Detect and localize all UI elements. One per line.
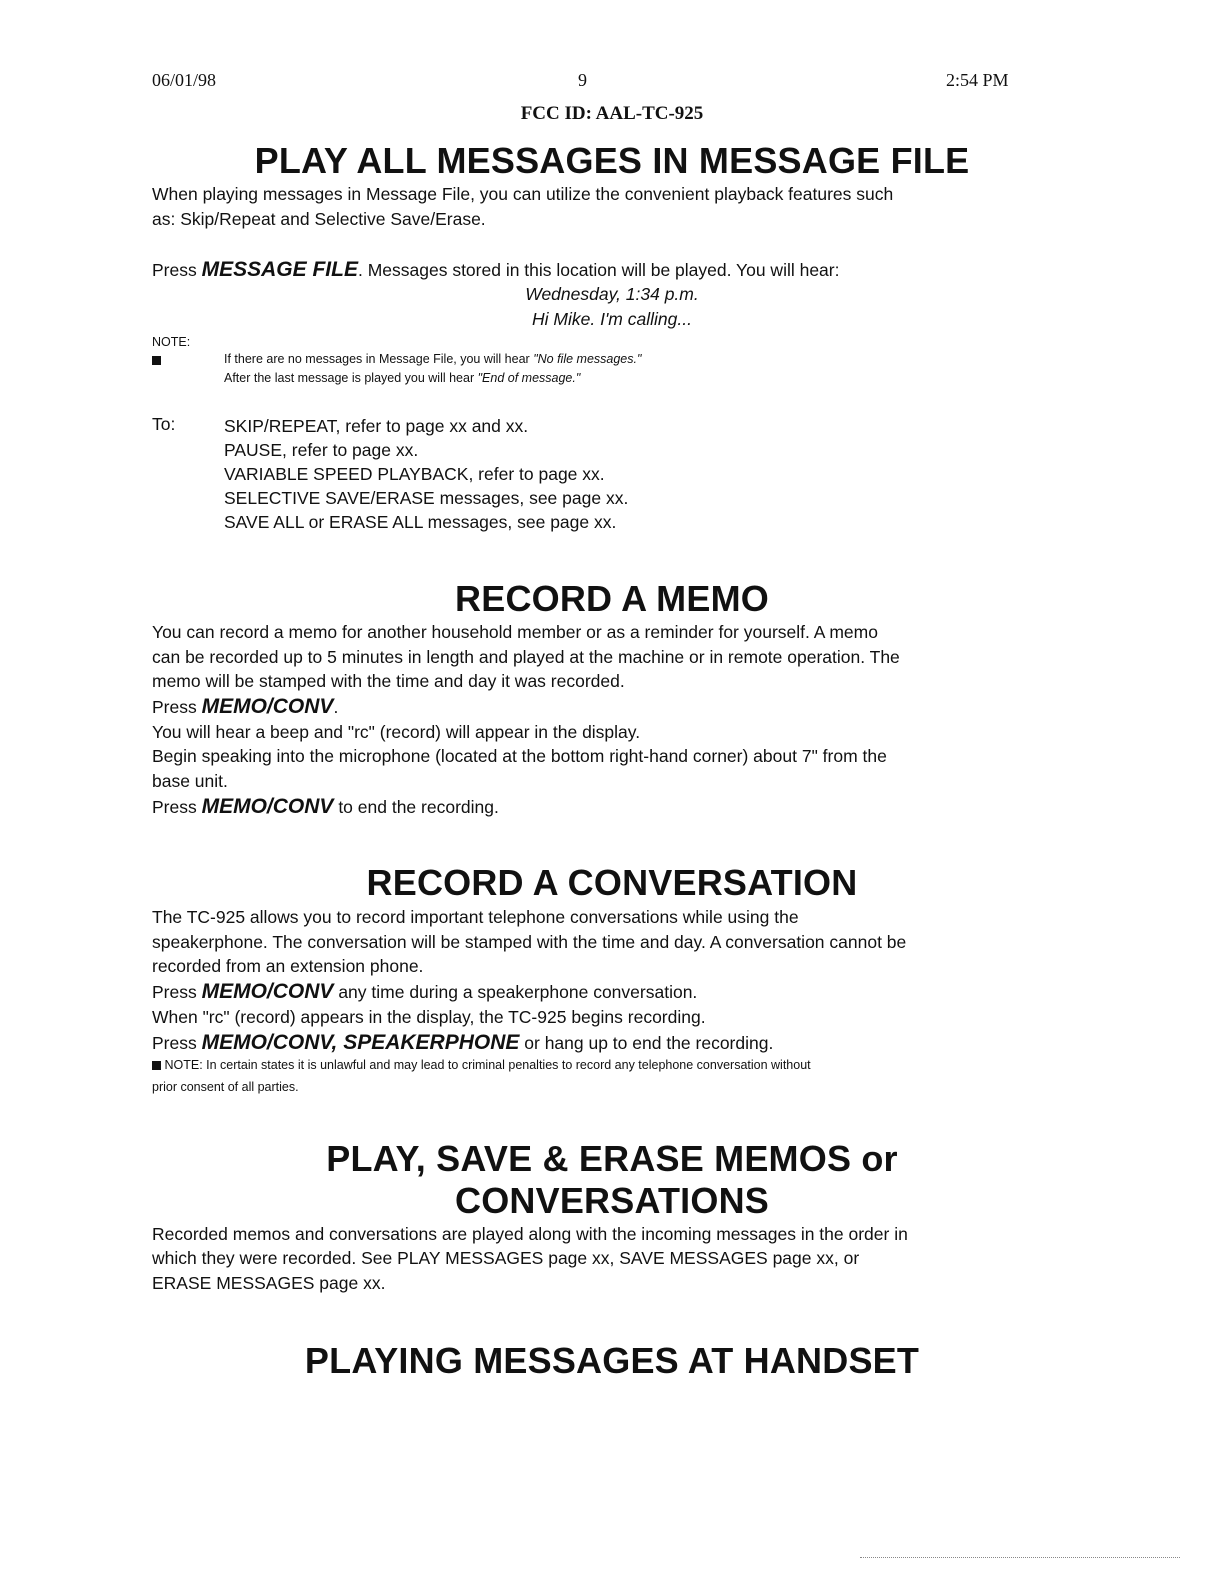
memo-conv-key: MEMO/CONV: [201, 1031, 332, 1054]
fcc-id: FCC ID: AAL-TC-925: [520, 103, 704, 124]
section-title-conversations: CONVERSATIONS: [455, 1180, 769, 1221]
bullet-icon: [152, 356, 161, 365]
s3-press-line: Press MEMO/CONV any time during a speakerphone conversation.: [152, 980, 698, 1003]
s1-press-line: [152, 258, 1032, 283]
to-item: SKIP/REPEAT, refer to page xx and xx.: [224, 416, 529, 436]
s1-intro-line-2: as: Skip/Repeat and Selective Save/Erase.: [152, 209, 486, 229]
message-file-key: MESSAGE FILE: [201, 258, 358, 281]
s2-intro-line-2: can be recorded up to 5 minutes in length and played at the machine or in remote operation. The: [152, 647, 900, 667]
section-title-record-memo: RECORD A MEMO: [455, 578, 769, 619]
header-page-number: 9: [578, 70, 587, 90]
note-line-2: After the last message is played you will hear "End of message.": [224, 371, 581, 385]
note-label: NOTE:: [152, 335, 191, 349]
press-after-text: . Messages stored in this location will be played. You will hear:: [357, 260, 840, 280]
s2-end-line: Press MEMO/CONV to end the recording.: [152, 795, 499, 818]
s4-body-line-1: Recorded memos and conversations are played along with the incoming messages in the order in: [152, 1224, 908, 1244]
bullet-icon: [152, 1061, 161, 1070]
s3-intro-line-1: The TC-925 allows you to record important telephone conversations while using the: [152, 907, 799, 927]
s2-intro-line-1: You can record a memo for another household member or as a reminder for yourself. A memo: [152, 622, 878, 642]
speakerphone-key: SPEAKERPHONE: [343, 1031, 520, 1054]
memo-conv-key: MEMO/CONV: [201, 980, 334, 1003]
section-title-record-conversation: RECORD A CONVERSATION: [366, 862, 858, 903]
section-title-playing-at-handset: PLAYING MESSAGES AT HANDSET: [304, 1340, 920, 1381]
header-date: 06/01/98: [152, 70, 217, 90]
s2-speak-line-2: base unit.: [152, 771, 228, 791]
to-item: SAVE ALL or ERASE ALL messages, see page xx.: [224, 512, 617, 532]
s4-body-line-3: ERASE MESSAGES page xx.: [152, 1273, 386, 1293]
s3-intro-line-2: speakerphone. The conversation will be stamped with the time and day. A conversation cannot be: [152, 932, 907, 952]
section-title-play-all: PLAY ALL MESSAGES IN MESSAGE FILE: [254, 140, 970, 181]
s3-intro-line-3: recorded from an extension phone.: [152, 956, 424, 976]
to-label: To:: [152, 414, 176, 434]
to-item: VARIABLE SPEED PLAYBACK, refer to page xx.: [224, 464, 605, 484]
s3-end-line: Press MEMO/CONV, SPEAKERPHONE or hang up to end the recording.: [152, 1031, 774, 1054]
memo-conv-key: MEMO/CONV: [201, 695, 334, 718]
to-item: PAUSE, refer to page xx.: [224, 440, 419, 460]
s1-intro-line-1: When playing messages in Message File, you can utilize the convenient playback features such: [152, 184, 894, 204]
s2-intro-line-3: memo will be stamped with the time and day it was recorded.: [152, 671, 625, 691]
hear-line-1: Wednesday, 1:34 p.m.: [525, 284, 699, 304]
section-title-play-save-erase: PLAY, SAVE & ERASE MEMOS or: [326, 1138, 898, 1179]
header-time: 2:54 PM: [946, 70, 1009, 90]
to-item: SELECTIVE SAVE/ERASE messages, see page xx.: [224, 488, 629, 508]
s3-when-line: When "rc" (record) appears in the display, the TC-925 begins recording.: [152, 1007, 706, 1027]
note-line-1: If there are no messages in Message File, you will hear "No file messages.": [224, 352, 642, 366]
scan-artifact-line: [860, 1557, 1180, 1558]
press-text: Press: [152, 260, 197, 280]
s3-note-line-1: NOTE: In certain states it is unlawful and may lead to criminal penalties to record any telephone conversation without: [152, 1056, 1052, 1075]
s3-note-line-2: prior consent of all parties.: [152, 1080, 299, 1094]
s4-body-line-2: which they were recorded. See PLAY MESSAGES page xx, SAVE MESSAGES page xx, or: [152, 1248, 860, 1268]
s2-press-line: Press MEMO/CONV.: [152, 695, 339, 718]
hear-line-2: Hi Mike. I'm calling...: [532, 309, 692, 329]
s2-speak-line-1: Begin speaking into the microphone (located at the bottom right-hand corner) about 7" from the: [152, 746, 887, 766]
memo-conv-key: MEMO/CONV: [201, 795, 334, 818]
to-list: [224, 414, 628, 534]
s2-beep-line: You will hear a beep and "rc" (record) will appear in the display.: [152, 722, 641, 742]
